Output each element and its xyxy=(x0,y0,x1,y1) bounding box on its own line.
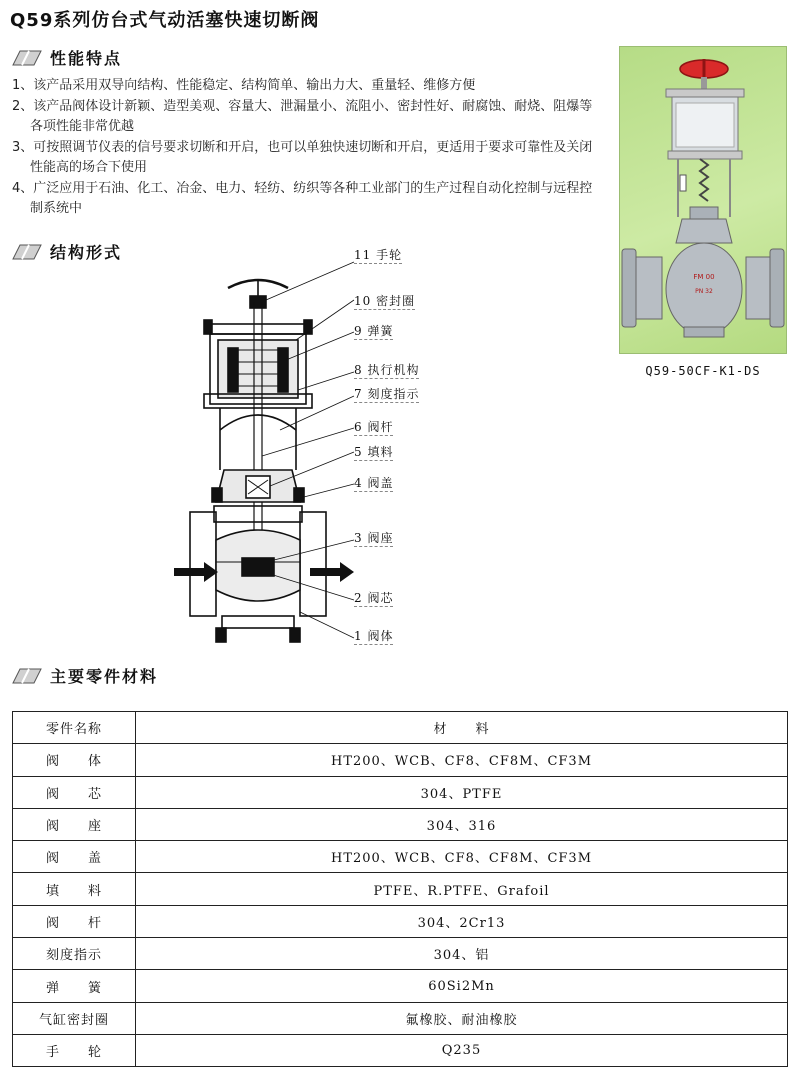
table-row xyxy=(13,970,788,1002)
nameplate-line-1: FM 00 xyxy=(693,273,715,281)
material-cell: PTFE、R.PTFE、Grafoil xyxy=(136,873,788,905)
part-name-cell: 气缸密封圈 xyxy=(13,1002,136,1034)
part-name-cell: 阀 芯 xyxy=(13,776,136,808)
part-name-cell: 阀 体 xyxy=(13,744,136,776)
section-header-materials xyxy=(12,664,158,687)
material-cell: 304、铝 xyxy=(136,938,788,970)
callout-label: 11 手轮 xyxy=(354,248,403,262)
part-name-cell: 阀 座 xyxy=(13,808,136,840)
page-title: Q59系列仿台式气动活塞快速切断阀 xyxy=(10,10,320,31)
part-name-cell: 弹 簧 xyxy=(13,970,136,1002)
part-name-cell: 刻度指示 xyxy=(13,938,136,970)
table-row xyxy=(13,1034,788,1066)
section-title-materials: 主要零件材料 xyxy=(50,667,159,686)
callout-label: 9 弹簧 xyxy=(354,324,394,338)
section-marker-icon xyxy=(12,668,42,684)
feature-item: 1、该产品采用双导向结构、性能稳定、结构简单、输出力大、重量轻、维修方便 xyxy=(12,78,476,93)
callout-label: 6 阀杆 xyxy=(354,420,394,434)
material-cell: HT200、WCB、CF8、CF8M、CF3M xyxy=(136,744,788,776)
material-cell: 304、PTFE xyxy=(136,776,788,808)
column-header-material: 材 料 xyxy=(136,712,788,744)
nameplate-line-2: PN 32 xyxy=(695,288,713,295)
table-row xyxy=(13,1002,788,1034)
material-cell: Q235 xyxy=(136,1034,788,1066)
table-row xyxy=(13,905,788,937)
material-cell: HT200、WCB、CF8、CF8M、CF3M xyxy=(136,841,788,873)
section-marker-icon xyxy=(12,50,42,66)
material-cell: 氟橡胶、耐油橡胶 xyxy=(136,1002,788,1034)
callout-label: 10 密封圈 xyxy=(354,294,416,308)
table-row xyxy=(13,808,788,840)
part-name-cell: 填 料 xyxy=(13,873,136,905)
table-row xyxy=(13,841,788,873)
section-title-features: 性能特点 xyxy=(50,49,123,68)
table-header-row xyxy=(13,712,788,744)
callout-label: 7 刻度指示 xyxy=(354,387,420,401)
callout-label: 4 阀盖 xyxy=(354,476,394,490)
part-name-cell: 阀 杆 xyxy=(13,905,136,937)
features-list xyxy=(12,76,602,220)
material-cell: 304、316 xyxy=(136,808,788,840)
materials-table xyxy=(12,711,788,1067)
callout-label: 5 填料 xyxy=(354,445,394,459)
feature-item: 2、该产品阀体设计新颖、造型美观、容量大、泄漏量小、流阻小、密封性好、耐腐蚀、耐烧、阻爆等各项性能非常优越 xyxy=(12,98,593,134)
table-row xyxy=(13,776,788,808)
callout-label: 3 阀座 xyxy=(354,531,394,545)
table-row xyxy=(13,938,788,970)
material-cell: 304、2Cr13 xyxy=(136,905,788,937)
callout-label: 2 阀芯 xyxy=(354,591,394,605)
section-header-features xyxy=(12,46,122,69)
photo-caption: Q59-50CF-K1-DS xyxy=(645,364,761,378)
column-header-part: 零件名称 xyxy=(13,712,136,744)
callout-label: 8 执行机构 xyxy=(354,363,420,377)
part-name-cell: 阀 盖 xyxy=(13,841,136,873)
table-row xyxy=(13,744,788,776)
section-marker-icon xyxy=(12,244,42,260)
section-title-structure: 结构形式 xyxy=(50,243,123,262)
product-photo xyxy=(619,46,787,354)
table-row xyxy=(13,873,788,905)
feature-item: 4、广泛应用于石油、化工、冶金、电力、轻纺、纺织等各种工业部门的生产过程自动化控制与远程控制系统中 xyxy=(12,180,593,216)
section-header-structure xyxy=(12,240,122,263)
material-cell: 60Si2Mn xyxy=(136,970,788,1002)
feature-item: 3、可按照调节仪表的信号要求切断和开启，也可以单独快速切断和开启，更适用于要求可靠性及关闭性能高的场合下使用 xyxy=(12,139,593,175)
part-name-cell: 手 轮 xyxy=(13,1034,136,1066)
callout-label: 1 阀体 xyxy=(354,629,394,643)
